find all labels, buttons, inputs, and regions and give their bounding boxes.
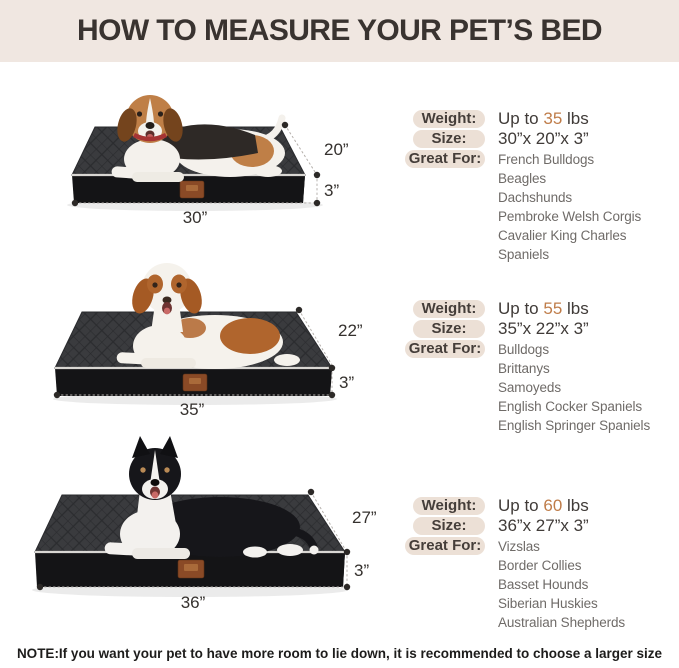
weight-number: 55 bbox=[543, 299, 563, 318]
badge-column bbox=[405, 150, 485, 168]
weight-label-badge: Weight: bbox=[413, 497, 485, 515]
breed-item: Australian Shepherds bbox=[498, 615, 626, 630]
great-for-row bbox=[405, 340, 677, 435]
header-band bbox=[0, 0, 679, 62]
weight-label-badge: Weight: bbox=[413, 110, 485, 128]
size-row bbox=[405, 320, 677, 338]
weight-prefix: Up to bbox=[498, 496, 539, 515]
width-dimension-label: 35” bbox=[179, 400, 205, 419]
breed-item: Beagles bbox=[498, 171, 547, 186]
depth-dimension-label: 27” bbox=[352, 508, 377, 527]
brand-patch bbox=[178, 560, 204, 578]
width-dimension-label: 30” bbox=[182, 208, 208, 227]
badge-column bbox=[405, 300, 485, 318]
badge-column bbox=[405, 110, 485, 128]
badge-column bbox=[405, 537, 485, 555]
breed-item: Dachshunds bbox=[498, 190, 573, 205]
breed-item: Pembroke Welsh Corgis bbox=[498, 209, 642, 224]
bed-figure-small bbox=[0, 64, 400, 250]
specs-small bbox=[405, 110, 677, 266]
weight-row bbox=[405, 497, 677, 515]
breed-list bbox=[498, 340, 650, 435]
thickness-dimension-label: 3” bbox=[324, 181, 340, 200]
weight-value bbox=[498, 109, 589, 129]
breed-item: Vizslas bbox=[498, 539, 540, 554]
breed-item: Basset Hounds bbox=[498, 577, 589, 592]
breed-item: Border Collies bbox=[498, 558, 582, 573]
great-for-row bbox=[405, 537, 677, 632]
bed-figure-medium bbox=[0, 240, 400, 432]
breed-item: French Bulldogs bbox=[498, 152, 595, 167]
size-value: 30”x 20”x 3” bbox=[498, 129, 589, 148]
weight-label-badge: Weight: bbox=[413, 300, 485, 318]
page-title: HOW TO MEASURE YOUR PET’S BED bbox=[77, 14, 602, 47]
breed-item: Siberian Huskies bbox=[498, 596, 598, 611]
specs-large bbox=[405, 497, 677, 634]
weight-unit: lbs bbox=[567, 109, 589, 128]
badge-column bbox=[405, 497, 485, 515]
brand-patch bbox=[180, 181, 204, 198]
size-row bbox=[405, 517, 677, 535]
size-label-badge: Size: bbox=[413, 517, 485, 535]
specs-medium bbox=[405, 300, 677, 437]
depth-dimension-label: 22” bbox=[338, 321, 363, 340]
brand-patch bbox=[183, 374, 207, 391]
breed-item: English Springer Spaniels bbox=[498, 418, 651, 433]
thickness-dimension-label: 3” bbox=[339, 373, 355, 392]
weight-prefix: Up to bbox=[498, 109, 539, 128]
bed-figure-large bbox=[0, 430, 400, 630]
width-dimension-label: 36” bbox=[180, 593, 206, 612]
great-for-label-badge: Great For: bbox=[405, 340, 485, 358]
weight-value bbox=[498, 496, 589, 516]
weight-prefix: Up to bbox=[498, 299, 539, 318]
breed-item: Samoyeds bbox=[498, 380, 561, 395]
great-for-label-badge: Great For: bbox=[405, 537, 485, 555]
badge-column bbox=[405, 517, 485, 535]
weight-row bbox=[405, 110, 677, 128]
weight-number: 60 bbox=[543, 496, 563, 515]
weight-unit: lbs bbox=[567, 299, 589, 318]
weight-number: 35 bbox=[543, 109, 563, 128]
weight-row bbox=[405, 300, 677, 318]
breed-item: Brittanys bbox=[498, 361, 550, 376]
breed-item: Bulldogs bbox=[498, 342, 549, 357]
bed-illustration-medium bbox=[0, 240, 400, 432]
size-label-badge: Size: bbox=[413, 320, 485, 338]
size-label-badge: Size: bbox=[413, 130, 485, 148]
beagle-image bbox=[111, 95, 285, 182]
breed-list bbox=[498, 537, 625, 632]
breed-list bbox=[498, 150, 677, 264]
great-for-label-badge: Great For: bbox=[405, 150, 485, 168]
size-value: 36”x 27”x 3” bbox=[498, 516, 589, 535]
depth-dimension-label: 20” bbox=[324, 140, 349, 159]
size-value: 35”x 22”x 3” bbox=[498, 319, 589, 338]
badge-column bbox=[405, 340, 485, 358]
weight-unit: lbs bbox=[567, 496, 589, 515]
breed-item: English Cocker Spaniels bbox=[498, 399, 643, 414]
thickness-dimension-label: 3” bbox=[354, 561, 370, 580]
badge-column bbox=[405, 130, 485, 148]
size-row bbox=[405, 130, 677, 148]
bed-illustration-large bbox=[0, 430, 400, 630]
weight-value bbox=[498, 299, 589, 319]
note-text: NOTE:If you want your pet to have more room to lie down, it is recommended to choose a larger size bbox=[16, 646, 663, 661]
great-for-row bbox=[405, 150, 677, 264]
badge-column bbox=[405, 320, 485, 338]
breed-item: Cavalier King Charles Spaniels bbox=[498, 228, 627, 262]
bed-illustration-small bbox=[0, 64, 400, 250]
